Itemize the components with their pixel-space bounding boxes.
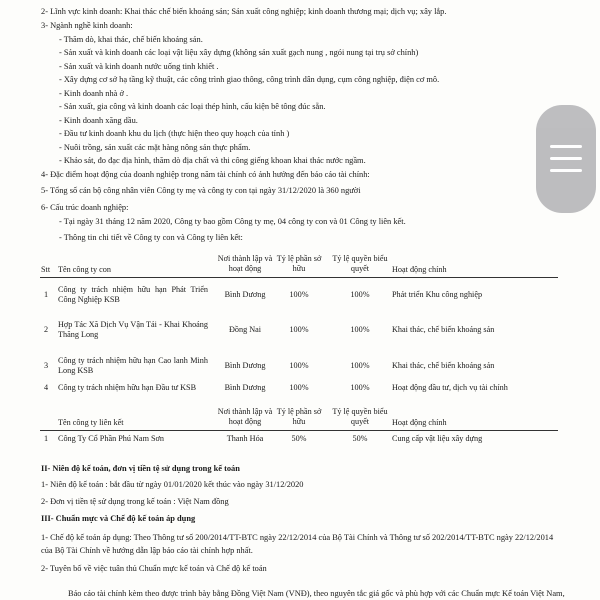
section-heading: III- Chuẩn mực và Chế độ kế toán áp dụng xyxy=(41,514,196,523)
row-place: Bình Dương xyxy=(224,361,266,370)
text-line: - Xây dựng cơ sở hạ tầng kỹ thuật, các công trình giao thông, công trình dân dụng, cụm công nghiệp, điện cơ mô. xyxy=(59,75,440,84)
row-place: Đồng Nai xyxy=(228,325,262,334)
row-stt: 3 xyxy=(44,361,49,370)
row-voting: 50% xyxy=(352,434,368,443)
text-line: của Bộ Tài Chính về hướng dẫn lập báo cáo tài chính hợp nhất. xyxy=(41,546,253,555)
assoc-header-divider xyxy=(40,430,558,431)
text-line: - Thông tin chi tiết về Công ty con và Công ty liên kết: xyxy=(59,233,243,242)
row-ownership: 100% xyxy=(289,383,309,392)
row-company-name: Hợp Tác Xã Dịch Vụ Vận Tải - Khai Khoáng Thăng Long xyxy=(58,320,208,339)
text-line: - Sản xuất và kinh doanh nước uống tinh khiết . xyxy=(59,62,219,71)
assoc-header-place: Nơi thành lập và hoạt động xyxy=(217,407,273,426)
col-header-ownership: Tỷ lệ phần sở hữu xyxy=(276,254,322,273)
row-place: Thanh Hóa xyxy=(226,434,264,443)
row-ownership: 100% xyxy=(289,325,309,334)
floating-menu-button[interactable] xyxy=(536,105,596,213)
row-activity: Phát triển Khu công nghiệp xyxy=(392,290,483,299)
row-voting: 100% xyxy=(350,383,370,392)
row-voting: 100% xyxy=(350,290,370,299)
row-activity: Cung cấp vật liệu xây dựng xyxy=(392,434,483,443)
menu-bar-icon xyxy=(550,145,582,148)
text-line: 1- Niên độ kế toán : bắt đầu từ ngày 01/01/2020 kết thúc vào ngày 31/12/2020 xyxy=(41,480,304,489)
header-divider xyxy=(40,277,558,278)
text-line: 5- Tổng số cán bộ công nhân viên Công ty mẹ và công ty con tại ngày 31/12/2020 là 360 người xyxy=(41,186,361,195)
row-ownership: 50% xyxy=(291,434,307,443)
row-ownership: 100% xyxy=(289,361,309,370)
menu-bar-icon xyxy=(550,157,582,160)
text-line: Báo cáo tài chính kèm theo được trình bày bằng Đồng Việt Nam (VNĐ), theo nguyên tắc giá gốc và phù hợp với các Chuẩn mực Kế toán Việt Nam, xyxy=(68,589,565,598)
row-activity: Khai thác, chế biến khoáng sản xyxy=(392,361,495,370)
row-company-name: Công Ty Cổ Phần Phú Nam Sơn xyxy=(58,434,164,443)
text-line: - Sản xuất và kinh doanh các loại vật liệu xây dựng (không sản xuất gạch nung , ngói nung tại trụ sở chính) xyxy=(59,48,419,57)
menu-bar-icon xyxy=(550,169,582,172)
row-stt: 1 xyxy=(44,290,49,299)
text-line: - Thăm dò, khai thác, chế biến khoáng sản. xyxy=(59,35,203,44)
row-activity: Hoạt động đầu tư, dịch vụ tài chính xyxy=(392,383,508,392)
text-line: 6- Cấu trúc doanh nghiệp: xyxy=(41,203,129,212)
row-stt: 2 xyxy=(44,325,49,334)
text-line: - Khảo sát, đo đạc địa hình, thăm dò địa chất và thi công giếng khoan khai thác nước ngầm. xyxy=(59,156,366,165)
assoc-header-voting: Tỷ lệ quyền biểu quyết xyxy=(332,407,388,426)
text-line: - Nuôi trồng, sản xuất các mặt hàng nông sản thực phẩm. xyxy=(59,143,251,152)
text-line: - Đầu tư kinh doanh khu du lịch (thực hiện theo quy hoạch của tỉnh ) xyxy=(59,129,290,138)
col-header-activity: Hoạt động chính xyxy=(392,265,447,274)
col-header-stt: Stt xyxy=(41,265,51,274)
text-line: 4- Đặc điểm hoạt động của doanh nghiệp trong năm tài chính có ảnh hưởng đến báo cáo tài chính: xyxy=(41,170,370,179)
section-heading: II- Niên độ kế toán, đơn vị tiền tệ sử dụng trong kế toán xyxy=(41,464,240,473)
row-company-name: Công ty trách nhiệm hữu hạn Phát Triển Công Nghiệp KSB xyxy=(58,285,208,304)
row-company-name: Công ty trách nhiệm hữu hạn Đầu tư KSB xyxy=(58,383,197,392)
text-line: - Sản xuất, gia công và kinh doanh các loại thép hình, cấu kiện bê tông đúc sẵn. xyxy=(59,102,326,111)
col-header-place: Nơi thành lập và hoạt động xyxy=(217,254,273,273)
text-line: - Tại ngày 31 tháng 12 năm 2020, Công ty bao gồm Công ty mẹ, 04 công ty con và 01 Công ty liên kết. xyxy=(59,217,406,226)
assoc-header-activity: Hoạt động chính xyxy=(392,418,447,427)
row-place: Bình Dương xyxy=(224,383,266,392)
text-line: 2- Lĩnh vực kinh doanh: Khai thác chế biến khoáng sản; Sản xuất công nghiệp; kinh doanh thương mại; dịch vụ; xây lắp. xyxy=(41,7,447,16)
assoc-header-ownership: Tỷ lệ phần sở hữu xyxy=(276,407,322,426)
text-line: - Kinh doanh nhà ở . xyxy=(59,89,129,98)
text-line: 2- Đơn vị tiền tệ sử dụng trong kế toán : Việt Nam đồng xyxy=(41,497,229,506)
row-place: Bình Dương xyxy=(224,290,266,299)
row-ownership: 100% xyxy=(289,290,309,299)
text-line: 1- Chế độ kế toán áp dụng: Theo Thông tư số 200/2014/TT-BTC ngày 22/12/2014 của Bộ Tài Chính và Thông tư số 202/2014/TT-BTC ngày 22/12/2014 xyxy=(41,533,554,542)
row-company-name: Công ty trách nhiệm hữu hạn Cao lanh Minh Long KSB xyxy=(58,356,208,375)
row-stt: 1 xyxy=(44,434,49,443)
row-activity: Khai thác, chế biến khoáng sản xyxy=(392,325,495,334)
text-line: 2- Tuyên bố về việc tuân thủ Chuẩn mực kế toán và Chế độ kế toán xyxy=(41,564,267,573)
row-voting: 100% xyxy=(350,325,370,334)
text-line: - Kinh doanh xăng dầu. xyxy=(59,116,138,125)
row-voting: 100% xyxy=(350,361,370,370)
col-header-voting: Tỷ lệ quyền biểu quyết xyxy=(332,254,388,273)
text-line: 3- Ngành nghề kinh doanh: xyxy=(41,21,133,30)
row-stt: 4 xyxy=(44,383,49,392)
assoc-header-name: Tên công ty liên kết xyxy=(58,418,124,427)
col-header-name: Tên công ty con xyxy=(58,265,111,274)
